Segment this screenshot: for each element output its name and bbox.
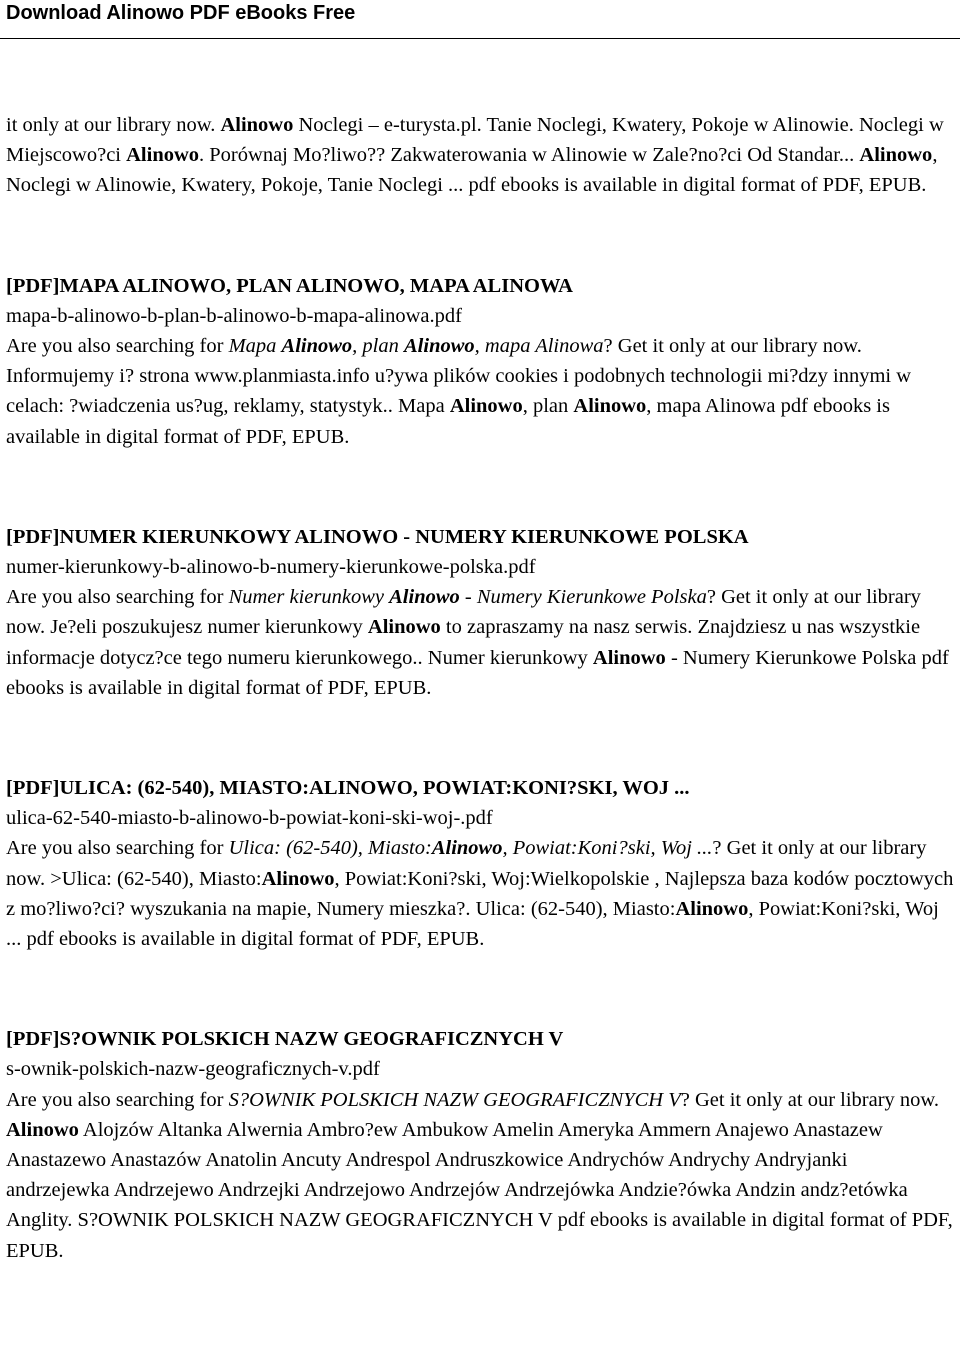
keyword-highlight: Alinowo (859, 144, 933, 167)
description-text: Are you also searching for (6, 586, 229, 609)
entry-title[interactable]: [PDF]NUMER KIERUNKOWY ALINOWO - NUMERY KIERUNKOWE POLSKA (6, 525, 749, 548)
description-text: , Powiat:Koni?ski, Woj:Wielkopolskie , Najlepsza baza kodów pocztowych z mo?liwo?ci? wyszukania na mapie, Numery mieszka?. Ulica: (62-540), Miasto: (6, 867, 954, 920)
description-text: Are you also searching for (6, 1088, 229, 1111)
description-text: Are you also searching for (6, 335, 229, 358)
description-text: , mapa Alinowa pdf ebooks is available in digital format of PDF, EPUB. (6, 395, 890, 448)
keyword-highlight: Alinowo (6, 1118, 79, 1141)
entry-description (6, 833, 954, 954)
entry-description (6, 1085, 954, 1266)
ebook-entry (6, 773, 954, 954)
keyword-highlight: Alinowo (281, 335, 353, 358)
document-content (6, 110, 954, 1266)
keyword-highlight: Alinowo (675, 897, 749, 920)
entry-description (6, 331, 954, 452)
keyword-highlight: Alinowo (449, 395, 523, 418)
entry-filename: s-ownik-polskich-nazw-geograficznych-v.pdf (6, 1058, 380, 1081)
description-text: - Numery Kierunkowe Polska pdf ebooks is available in digital format of PDF, EPUB. (6, 646, 949, 699)
description-text: , Powiat:Koni?ski, Woj ... pdf ebooks is available in digital format of PDF, EPUB. (6, 897, 939, 951)
keyword-highlight: Alinowo (261, 867, 335, 890)
entry-title[interactable]: [PDF]S?OWNIK POLSKICH NAZW GEOGRAFICZNYCH V (6, 1028, 564, 1051)
keyword-highlight: Alinowo (126, 144, 200, 167)
entry-title[interactable]: [PDF]ULICA: (62-540), MIASTO:ALINOWO, POWIAT:KONI?SKI, WOJ ... (6, 777, 690, 800)
keyword-highlight: Alinowo (592, 646, 666, 669)
keyword-highlight: Alinowo (404, 335, 475, 358)
intro-text: . Porównaj Mo?liwo?? Zakwaterowania w Alinowie w Zale?no?ci Od Standar... (199, 144, 860, 167)
ebook-entry (6, 522, 954, 703)
keyword-highlight: Alinowo (431, 837, 503, 860)
search-title-text: S?OWNIK POLSKICH NAZW GEOGRAFICZNYCH V (228, 1088, 681, 1111)
search-title-text: , plan (352, 335, 404, 358)
entry-description (6, 582, 954, 703)
search-title-text: Ulica: (62-540), Miasto: (228, 837, 432, 860)
ebook-entry (6, 1024, 954, 1266)
header-divider (0, 38, 960, 39)
description-text: ? Get it only at our library now. >Ulica: (62-540), Miasto: (6, 837, 927, 890)
keyword-highlight: Alinowo (573, 395, 647, 418)
intro-paragraph (6, 110, 954, 201)
search-title-text: - Numery Kierunkowe Polska (459, 586, 707, 609)
description-text: ? Get it only at our library now. Informujemy i? strona www.planmiasta.info u?ywa plików cookies i podobnych technologii mi?dzy innymi w celach: ?wiadczenia us?ug, reklamy, statystyk.. Mapa (6, 335, 912, 418)
description-text: ? Get it only at our library now. (680, 1088, 940, 1111)
intro-text: Noclegi – e-turysta.pl. Tanie Noclegi, Kwatery, Pokoje w Alinowie. Noclegi w Miejscowo?ci (6, 114, 944, 167)
description-text: , plan (522, 395, 574, 418)
description-text: ? Get it only at our library now. Je?eli poszukujesz numer kierunkowy (6, 586, 921, 639)
ebook-entry (6, 271, 954, 452)
keyword-highlight: Alinowo (389, 586, 460, 609)
description-text: Are you also searching for (6, 837, 229, 860)
keyword-highlight: Alinowo (220, 114, 294, 136)
entry-filename: numer-kierunkowy-b-alinowo-b-numery-kierunkowe-polska.pdf (6, 556, 536, 579)
search-title-text: Numer kierunkowy (228, 586, 390, 609)
search-title-text: , Powiat:Koni?ski, Woj ... (502, 837, 713, 860)
intro-text: it only at our library now. (6, 114, 221, 136)
description-text: Alojzów Altanka Alwernia Ambro?ew Ambukow Amelin Ameryka Ammern Anajewo Anastazew Anastazewo Anastazów Anatolin Ancuty Andrespol Andruszkowice Andrychów Andrychy Andryjanki andrzejewka Andrzejewo Andrzejki Andrzejowo Andrzejów Andrzejówka Andzie?ówka Andzin andz?etówka Anglity. S?OWNIK POLSKICH NAZW GEOGRAFICZNYCH V pdf ebooks is available in digital format of PDF, EPUB. (6, 1118, 953, 1262)
search-title-text: , mapa Alinowa (474, 335, 604, 358)
keyword-highlight: Alinowo (367, 616, 441, 639)
intro-text: , Noclegi w Alinowie, Kwatery, Pokoje, Tanie Noclegi ... pdf ebooks is available in digital format of PDF, EPUB. (6, 144, 938, 197)
entry-title[interactable]: [PDF]MAPA ALINOWO, PLAN ALINOWO, MAPA ALINOWA (6, 274, 573, 297)
entry-filename: mapa-b-alinowo-b-plan-b-alinowo-b-mapa-alinowa.pdf (6, 304, 462, 327)
search-title-text: Mapa (228, 335, 282, 358)
description-text: to zapraszamy na nasz serwis. Znajdziesz u nas wszystkie informacje dotycz?ce tego numeru kierunkowego.. Numer kierunkowy (6, 616, 921, 669)
entry-filename: ulica-62-540-miasto-b-alinowo-b-powiat-koni-ski-woj-.pdf (6, 807, 493, 830)
page-header-title: Download Alinowo PDF eBooks Free (6, 2, 356, 24)
